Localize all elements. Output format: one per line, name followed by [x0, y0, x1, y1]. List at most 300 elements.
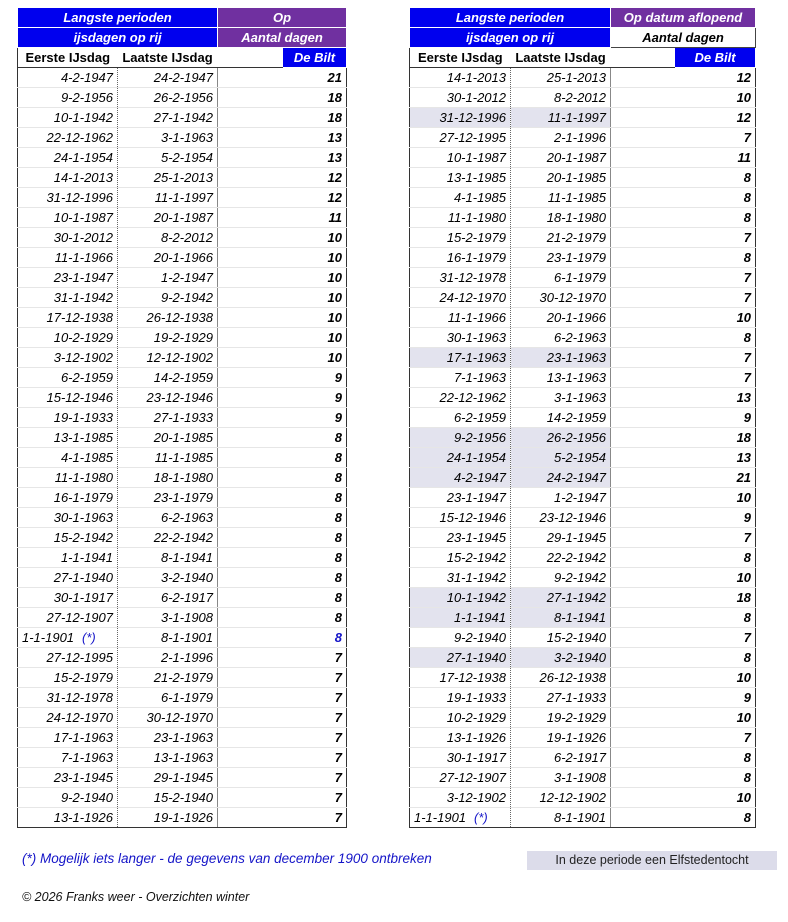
- empty-cell: [218, 528, 283, 548]
- de-bilt-days-cell: 18: [675, 428, 756, 448]
- last-ice-day-cell: 22-2-1942: [511, 548, 611, 568]
- footnote-marker: (*): [82, 630, 96, 645]
- col-header-empty: [611, 48, 675, 68]
- empty-cell: [611, 228, 675, 248]
- empty-cell: [218, 588, 283, 608]
- last-ice-day-cell: 19-1-1926: [118, 808, 218, 828]
- first-ice-day-cell: 15-2-1942: [410, 548, 511, 568]
- empty-cell: [218, 768, 283, 788]
- de-bilt-days-cell: 10: [675, 708, 756, 728]
- last-ice-day-cell: 20-1-1987: [118, 208, 218, 228]
- empty-cell: [611, 408, 675, 428]
- empty-cell: [218, 568, 283, 588]
- table-row: [18, 168, 347, 188]
- first-ice-day-cell: 1-1-1941: [18, 548, 118, 568]
- first-ice-day-cell: 11-1-1980: [18, 468, 118, 488]
- table-row: [410, 608, 756, 628]
- table-row: [410, 368, 756, 388]
- last-ice-day-cell: 6-2-1917: [118, 588, 218, 608]
- de-bilt-days-cell: 8: [283, 488, 347, 508]
- last-ice-day-cell: 23-1-1963: [511, 348, 611, 368]
- first-ice-day-cell: 23-1-1945: [410, 528, 511, 548]
- first-ice-day-cell: 19-1-1933: [410, 688, 511, 708]
- last-ice-day-cell: 26-12-1938: [511, 668, 611, 688]
- first-ice-day-cell: 10-1-1942: [410, 588, 511, 608]
- table-row: [18, 408, 347, 428]
- empty-cell: [218, 388, 283, 408]
- last-ice-day-cell: 21-2-1979: [118, 668, 218, 688]
- de-bilt-days-cell: 8: [675, 608, 756, 628]
- de-bilt-days-cell: 21: [283, 68, 347, 88]
- empty-cell: [218, 228, 283, 248]
- first-ice-day-cell: 15-2-1979: [18, 668, 118, 688]
- empty-cell: [611, 608, 675, 628]
- de-bilt-days-cell: 10: [283, 228, 347, 248]
- de-bilt-days-cell: 8: [283, 508, 347, 528]
- last-ice-day-cell: 6-2-1963: [118, 508, 218, 528]
- last-ice-day-cell: 12-12-1902: [118, 348, 218, 368]
- table-row: [410, 168, 756, 188]
- table-row: [18, 588, 347, 608]
- de-bilt-days-cell: 9: [283, 408, 347, 428]
- col-header-empty: [218, 48, 283, 68]
- empty-cell: [218, 128, 283, 148]
- first-ice-day-cell: 24-1-1954: [18, 148, 118, 168]
- table-row: [410, 748, 756, 768]
- empty-cell: [218, 808, 283, 828]
- table-row: [410, 308, 756, 328]
- footnote-missing-data: (*) Mogelijk iets langer - de gegevens van december 1900 ontbreken: [22, 851, 432, 866]
- de-bilt-days-cell: 10: [283, 308, 347, 328]
- de-bilt-days-cell: 10: [675, 308, 756, 328]
- empty-cell: [218, 488, 283, 508]
- empty-cell: [218, 88, 283, 108]
- table-row: [18, 268, 347, 288]
- last-ice-day-cell: 14-2-1959: [511, 408, 611, 428]
- empty-cell: [611, 428, 675, 448]
- last-ice-day-cell: 20-1-1985: [511, 168, 611, 188]
- first-ice-day-cell: 10-1-1987: [410, 148, 511, 168]
- de-bilt-days-cell: 8: [675, 248, 756, 268]
- first-ice-day-cell: 10-1-1942: [18, 108, 118, 128]
- table-row: [410, 288, 756, 308]
- last-ice-day-cell: 20-1-1985: [118, 428, 218, 448]
- last-ice-day-cell: 20-1-1987: [511, 148, 611, 168]
- de-bilt-days-cell: 7: [283, 808, 347, 828]
- first-ice-day-cell: 31-12-1978: [18, 688, 118, 708]
- table-row: [410, 88, 756, 108]
- table-row: [410, 428, 756, 448]
- table-row: [410, 488, 756, 508]
- table-row: [410, 68, 756, 88]
- empty-cell: [611, 768, 675, 788]
- empty-cell: [218, 788, 283, 808]
- de-bilt-days-cell: 10: [675, 788, 756, 808]
- empty-cell: [611, 648, 675, 668]
- col-header-last-ice-day: Laatste IJsdag: [511, 48, 611, 68]
- de-bilt-days-cell: 7: [675, 368, 756, 388]
- last-ice-day-cell: 2-1-1996: [118, 648, 218, 668]
- table-row: [18, 468, 347, 488]
- header-title: Langste perioden: [410, 8, 611, 28]
- table-row: [410, 408, 756, 428]
- table-row: [410, 688, 756, 708]
- de-bilt-days-cell: 7: [283, 768, 347, 788]
- table-row: [410, 468, 756, 488]
- first-ice-day-cell: 22-12-1962: [18, 128, 118, 148]
- empty-cell: [611, 468, 675, 488]
- first-ice-day-cell: 17-12-1938: [18, 308, 118, 328]
- first-ice-day-cell: 23-1-1945: [18, 768, 118, 788]
- last-ice-day-cell: 11-1-1985: [118, 448, 218, 468]
- last-ice-day-cell: 26-2-1956: [511, 428, 611, 448]
- de-bilt-days-cell: 8: [675, 208, 756, 228]
- de-bilt-days-cell: 12: [675, 68, 756, 88]
- table-row: [410, 588, 756, 608]
- empty-cell: [611, 268, 675, 288]
- first-ice-day-cell: 30-1-1917: [18, 588, 118, 608]
- table-row: [18, 508, 347, 528]
- first-ice-day-cell: 22-12-1962: [410, 388, 511, 408]
- de-bilt-days-cell: 10: [283, 248, 347, 268]
- de-bilt-days-cell: 7: [675, 728, 756, 748]
- last-ice-day-cell: 25-1-2013: [118, 168, 218, 188]
- first-ice-day-cell: 11-1-1966: [410, 308, 511, 328]
- last-ice-day-cell: 24-2-1947: [118, 68, 218, 88]
- empty-cell: [611, 508, 675, 528]
- last-ice-day-cell: 23-1-1979: [511, 248, 611, 268]
- table-row: [18, 148, 347, 168]
- empty-cell: [611, 488, 675, 508]
- de-bilt-days-cell: 18: [283, 108, 347, 128]
- empty-cell: [218, 208, 283, 228]
- empty-cell: [218, 648, 283, 668]
- first-ice-day-cell: 27-12-1995: [18, 648, 118, 668]
- first-ice-day-cell: 16-1-1979: [410, 248, 511, 268]
- column-header-row: [410, 48, 756, 68]
- table-row: [18, 108, 347, 128]
- de-bilt-days-cell: 10: [675, 568, 756, 588]
- empty-cell: [611, 528, 675, 548]
- de-bilt-days-cell: 8: [675, 768, 756, 788]
- de-bilt-days-cell: 8: [283, 548, 347, 568]
- empty-cell: [611, 628, 675, 648]
- empty-cell: [611, 588, 675, 608]
- header-title: Langste perioden: [18, 8, 218, 28]
- empty-cell: [218, 608, 283, 628]
- table-row: [410, 108, 756, 128]
- empty-cell: [218, 748, 283, 768]
- first-ice-day-cell: 19-1-1933: [18, 408, 118, 428]
- last-ice-day-cell: 27-1-1933: [118, 408, 218, 428]
- empty-cell: [611, 448, 675, 468]
- empty-cell: [218, 728, 283, 748]
- empty-cell: [611, 688, 675, 708]
- first-ice-day-value: 1-1-1901: [22, 630, 75, 645]
- first-ice-day-cell: 9-2-1940: [410, 628, 511, 648]
- last-ice-day-cell: 3-1-1908: [118, 608, 218, 628]
- de-bilt-days-cell: 10: [283, 268, 347, 288]
- table-row: [410, 328, 756, 348]
- last-ice-day-cell: 13-1-1963: [118, 748, 218, 768]
- header-sort-key: Aantal dagen: [611, 28, 756, 48]
- table-row: [18, 88, 347, 108]
- table-row: [18, 728, 347, 748]
- first-ice-day-cell: 30-1-1963: [18, 508, 118, 528]
- de-bilt-days-cell: 7: [675, 228, 756, 248]
- first-ice-day-cell: 31-1-1942: [410, 568, 511, 588]
- col-header-first-ice-day: Eerste IJsdag: [18, 48, 118, 68]
- table-row: [18, 428, 347, 448]
- header-row-1: [410, 8, 756, 28]
- table-row: [410, 768, 756, 788]
- table-row: [410, 708, 756, 728]
- last-ice-day-cell: 22-2-1942: [118, 528, 218, 548]
- first-ice-day-cell: 15-2-1979: [410, 228, 511, 248]
- table-row: [18, 348, 347, 368]
- empty-cell: [218, 428, 283, 448]
- last-ice-day-cell: 29-1-1945: [118, 768, 218, 788]
- first-ice-day-cell: 17-1-1963: [18, 728, 118, 748]
- de-bilt-days-cell: 7: [675, 628, 756, 648]
- header-sort-label: Op datum aflopend: [611, 8, 756, 28]
- empty-cell: [611, 808, 675, 828]
- de-bilt-days-cell: 10: [283, 328, 347, 348]
- first-ice-day-cell: [410, 808, 511, 828]
- table-row: [410, 628, 756, 648]
- header-row-1: [18, 8, 347, 28]
- first-ice-day-cell: 14-1-2013: [410, 68, 511, 88]
- de-bilt-days-cell: 10: [283, 288, 347, 308]
- first-ice-day-cell: 1-1-1941: [410, 608, 511, 628]
- empty-cell: [218, 328, 283, 348]
- last-ice-day-cell: 8-1-1901: [118, 628, 218, 648]
- table-left-body: [18, 8, 347, 828]
- last-ice-day-cell: 30-12-1970: [511, 288, 611, 308]
- empty-cell: [218, 68, 283, 88]
- empty-cell: [218, 628, 283, 648]
- first-ice-day-cell: 27-1-1940: [18, 568, 118, 588]
- table-row: [18, 188, 347, 208]
- empty-cell: [611, 288, 675, 308]
- first-ice-day-cell: 13-1-1985: [410, 168, 511, 188]
- de-bilt-days-cell: 9: [675, 508, 756, 528]
- first-ice-day-cell: 30-1-2012: [18, 228, 118, 248]
- de-bilt-days-cell: 7: [283, 648, 347, 668]
- last-ice-day-cell: 1-2-1947: [118, 268, 218, 288]
- empty-cell: [218, 188, 283, 208]
- last-ice-day-cell: 5-2-1954: [118, 148, 218, 168]
- table-row: [18, 128, 347, 148]
- last-ice-day-cell: 23-12-1946: [511, 508, 611, 528]
- de-bilt-days-cell: 7: [283, 708, 347, 728]
- first-ice-day-cell: 10-2-1929: [18, 328, 118, 348]
- empty-cell: [611, 248, 675, 268]
- last-ice-day-cell: 19-1-1926: [511, 728, 611, 748]
- table-row: [18, 228, 347, 248]
- first-ice-day-cell: 4-1-1985: [18, 448, 118, 468]
- first-ice-day-cell: 7-1-1963: [18, 748, 118, 768]
- last-ice-day-cell: 9-2-1942: [511, 568, 611, 588]
- first-ice-day-cell: 4-1-1985: [410, 188, 511, 208]
- de-bilt-days-cell: 10: [283, 348, 347, 368]
- table-row: [18, 608, 347, 628]
- empty-cell: [218, 708, 283, 728]
- last-ice-day-cell: 8-1-1941: [511, 608, 611, 628]
- table-row: [18, 768, 347, 788]
- table-row: [410, 208, 756, 228]
- de-bilt-days-cell: 13: [675, 448, 756, 468]
- table-row: [410, 228, 756, 248]
- first-ice-day-cell: 3-12-1902: [410, 788, 511, 808]
- first-ice-day-cell: 15-12-1946: [18, 388, 118, 408]
- table-row: [18, 448, 347, 468]
- first-ice-day-cell: 6-2-1959: [410, 408, 511, 428]
- table-row: [18, 708, 347, 728]
- last-ice-day-cell: 8-2-2012: [511, 88, 611, 108]
- table-row: [410, 248, 756, 268]
- empty-cell: [218, 268, 283, 288]
- first-ice-day-cell: 31-12-1978: [410, 268, 511, 288]
- first-ice-day-cell: 27-1-1940: [410, 648, 511, 668]
- first-ice-day-cell: 11-1-1980: [410, 208, 511, 228]
- header-sort-label: Op: [218, 8, 347, 28]
- first-ice-day-cell: 4-2-1947: [410, 468, 511, 488]
- table-row: [410, 148, 756, 168]
- de-bilt-days-cell: 7: [283, 688, 347, 708]
- empty-cell: [218, 288, 283, 308]
- last-ice-day-cell: 3-2-1940: [118, 568, 218, 588]
- empty-cell: [611, 668, 675, 688]
- table-row: [410, 808, 756, 828]
- column-header-row: [18, 48, 347, 68]
- first-ice-day-cell: 16-1-1979: [18, 488, 118, 508]
- first-ice-day-cell: 27-12-1995: [410, 128, 511, 148]
- last-ice-day-cell: 8-1-1901: [511, 808, 611, 828]
- de-bilt-days-cell: 8: [283, 528, 347, 548]
- last-ice-day-cell: 18-1-1980: [118, 468, 218, 488]
- de-bilt-days-cell: 10: [675, 668, 756, 688]
- de-bilt-days-cell: 7: [675, 268, 756, 288]
- empty-cell: [218, 468, 283, 488]
- last-ice-day-cell: 29-1-1945: [511, 528, 611, 548]
- last-ice-day-cell: 23-12-1946: [118, 388, 218, 408]
- last-ice-day-cell: 5-2-1954: [511, 448, 611, 468]
- table-row: [410, 508, 756, 528]
- de-bilt-days-cell: 13: [283, 148, 347, 168]
- last-ice-day-cell: 3-1-1963: [511, 388, 611, 408]
- empty-cell: [611, 348, 675, 368]
- first-ice-day-cell: 4-2-1947: [18, 68, 118, 88]
- first-ice-day-cell: 17-1-1963: [410, 348, 511, 368]
- last-ice-day-cell: 26-12-1938: [118, 308, 218, 328]
- table-row: [410, 648, 756, 668]
- de-bilt-days-cell: 7: [675, 128, 756, 148]
- last-ice-day-cell: 6-2-1917: [511, 748, 611, 768]
- de-bilt-days-cell: 9: [283, 368, 347, 388]
- table-row: [18, 288, 347, 308]
- first-ice-day-cell: [18, 628, 118, 648]
- de-bilt-days-cell: 10: [675, 88, 756, 108]
- de-bilt-days-cell: 12: [283, 188, 347, 208]
- last-ice-day-cell: 11-1-1997: [511, 108, 611, 128]
- col-header-last-ice-day: Laatste IJsdag: [118, 48, 218, 68]
- first-ice-day-cell: 9-2-1956: [18, 88, 118, 108]
- last-ice-day-cell: 19-2-1929: [118, 328, 218, 348]
- last-ice-day-cell: 23-1-1963: [118, 728, 218, 748]
- last-ice-day-cell: 11-1-1985: [511, 188, 611, 208]
- first-ice-day-cell: 10-2-1929: [410, 708, 511, 728]
- de-bilt-days-cell: 21: [675, 468, 756, 488]
- de-bilt-days-cell: 7: [283, 668, 347, 688]
- table-row: [18, 788, 347, 808]
- table-row: [410, 668, 756, 688]
- last-ice-day-cell: 15-2-1940: [511, 628, 611, 648]
- first-ice-day-cell: 23-1-1947: [18, 268, 118, 288]
- table-row: [410, 388, 756, 408]
- last-ice-day-cell: 6-2-1963: [511, 328, 611, 348]
- empty-cell: [218, 408, 283, 428]
- empty-cell: [611, 148, 675, 168]
- de-bilt-days-cell: 8: [283, 628, 347, 648]
- col-header-de-bilt: De Bilt: [283, 48, 347, 68]
- empty-cell: [218, 348, 283, 368]
- de-bilt-days-cell: 13: [675, 388, 756, 408]
- de-bilt-days-cell: 8: [675, 328, 756, 348]
- empty-cell: [611, 708, 675, 728]
- table-row: [18, 208, 347, 228]
- first-ice-day-cell: 23-1-1947: [410, 488, 511, 508]
- empty-cell: [611, 308, 675, 328]
- first-ice-day-cell: 27-12-1907: [410, 768, 511, 788]
- first-ice-day-cell: 7-1-1963: [410, 368, 511, 388]
- empty-cell: [218, 548, 283, 568]
- empty-cell: [218, 668, 283, 688]
- empty-cell: [218, 508, 283, 528]
- de-bilt-days-cell: 7: [675, 288, 756, 308]
- last-ice-day-cell: 21-2-1979: [511, 228, 611, 248]
- de-bilt-days-cell: 8: [675, 548, 756, 568]
- header-subtitle: ijsdagen op rij: [18, 28, 218, 48]
- empty-cell: [611, 68, 675, 88]
- de-bilt-days-cell: 7: [675, 348, 756, 368]
- de-bilt-days-cell: 9: [675, 688, 756, 708]
- table-left-longest-periods: [17, 7, 347, 828]
- table-row: [18, 488, 347, 508]
- first-ice-day-cell: 11-1-1966: [18, 248, 118, 268]
- last-ice-day-cell: 8-2-2012: [118, 228, 218, 248]
- table-row: [410, 348, 756, 368]
- table-row: [18, 68, 347, 88]
- first-ice-day-value: 1-1-1901: [414, 810, 467, 825]
- first-ice-day-cell: 27-12-1907: [18, 608, 118, 628]
- empty-cell: [218, 248, 283, 268]
- empty-cell: [611, 328, 675, 348]
- table-row: [410, 448, 756, 468]
- last-ice-day-cell: 23-1-1979: [118, 488, 218, 508]
- table-row: [18, 528, 347, 548]
- empty-cell: [218, 168, 283, 188]
- footnote-marker: (*): [474, 810, 488, 825]
- empty-cell: [611, 388, 675, 408]
- first-ice-day-cell: 15-2-1942: [18, 528, 118, 548]
- table-row: [410, 548, 756, 568]
- de-bilt-days-cell: 9: [283, 388, 347, 408]
- empty-cell: [611, 788, 675, 808]
- last-ice-day-cell: 12-12-1902: [511, 788, 611, 808]
- de-bilt-days-cell: 8: [283, 448, 347, 468]
- table-row: [18, 808, 347, 828]
